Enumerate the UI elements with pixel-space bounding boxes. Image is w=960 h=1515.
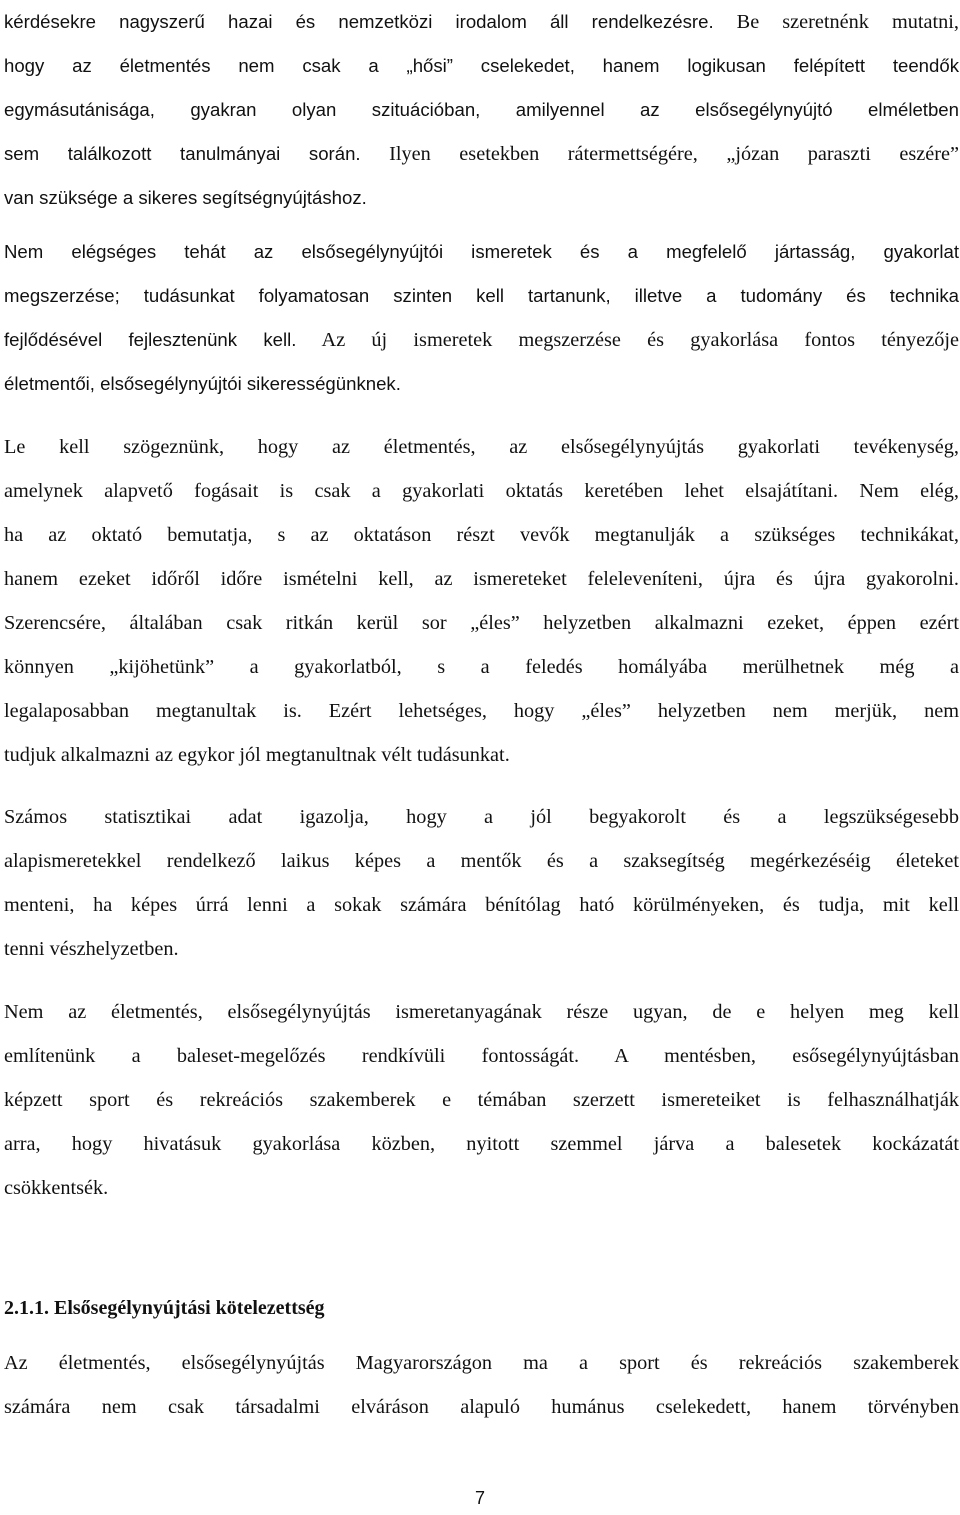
paragraph-line: számára nem csak társadalmi elváráson alapuló humánus cselekedett, hanem törvényben [4,1396,959,1418]
paragraph-line: amelynek alapvető fogásait is csak a gyakorlati oktatás keretében lehet elsajátítani. Nem elég, [4,480,959,502]
paragraph-line: ha az oktató bemutatja, s az oktatáson részt vevők megtanulják a szükséges technikákat, [4,524,959,546]
paragraph-line [4,318,959,362]
paragraph-line: csökkentsék. [4,1177,109,1199]
paragraph-line: Az életmentés, elsősegélynyújtás Magyarországon ma a sport és rekreációs szakemberek [4,1352,959,1374]
paragraph-line: hanem ezeket időről időre ismételni kell, az ismereteket feleleveníteni, újra és újra gyakorolni. [4,568,959,590]
paragraph-line: tenni vészhelyzetben. [4,938,179,960]
paragraph-line: említenünk a baleset-megelőzés rendkívüli fontosságát. A mentésben, esősegélynyújtásban [4,1045,959,1067]
paragraph-line: életmentői, elsősegélynyújtói sikerességünknek. [4,373,401,394]
paragraph-line: megszerzése; tudásunkat folyamatosan szinten kell tartanunk, illetve a tudomány és technika [4,285,959,306]
section-heading: 2.1.1. Elsősegélynyújtási kötelezettség [4,1297,325,1319]
paragraph-1 [4,0,959,220]
paragraph-line: tudjuk alkalmazni az egykor jól megtanultnak vélt tudásunkat. [4,744,510,766]
text-run: fejlődésével fejlesztenünk kell. [4,329,297,350]
paragraph-line: Nem elégséges tehát az elsősegélynyújtói ismeretek és a megfelelő jártasság, gyakorlat [4,241,959,262]
text-run: sem találkozott tanulmányai során. [4,143,361,164]
text-run: kérdésekre nagyszerű hazai és nemzetközi irodalom áll rendelkezésre. [4,11,714,32]
paragraph-line: Le kell szögeznünk, hogy az életmentés, az elsősegélynyújtás gyakorlati tevékenység, [4,436,959,458]
paragraph-line: Számos statisztikai adat igazolja, hogy a jól begyakorolt és a legszükségesebb [4,806,959,828]
paragraph-line [4,132,959,176]
paragraph-3 [4,425,959,777]
paragraph-line: arra, hogy hivatásuk gyakorlása közben, nyitott szemmel járva a balesetek kockázatát [4,1133,959,1155]
text-run: Ilyen esetekben rátermettségére, „józan paraszti eszére” [360,143,959,165]
paragraph-line: legalaposabban megtanultak is. Ezért lehetséges, hogy „éles” helyzetben nem merjük, nem [4,700,959,722]
paragraph-line: alapismeretekkel rendelkező laikus képes a mentők és a szaksegítség megérkezéséig életeket [4,850,959,872]
paragraph-line: hogy az életmentés nem csak a „hősi” cselekedet, hanem logikusan felépített teendők [4,55,959,76]
paragraph-line [4,0,959,44]
paragraph-line: Nem az életmentés, elsősegélynyújtás ismeretanyagának része ugyan, de e helyen meg kell [4,1001,959,1023]
paragraph-6 [4,1341,959,1429]
text-run: Az új ismeretek megszerzése és gyakorlása fontos tényezője [296,329,959,351]
paragraph-line: egymásutánisága, gyakran olyan szituációban, amilyennel az elsősegélynyújtó elméletben [4,99,959,120]
paragraph-line: képzett sport és rekreációs szakemberek e témában szerzett ismereteiket is felhasználhatják [4,1089,959,1111]
paragraph-line: Szerencsére, általában csak ritkán kerül sor „éles” helyzetben alkalmazni ezeket, éppen ezért [4,612,959,634]
paragraph-4 [4,795,959,971]
paragraph-line: könnyen „kijöhetünk” a gyakorlatból, s a feledés homályába merülhetnek még a [4,656,959,678]
paragraph-line: menteni, ha képes úrrá lenni a sokak számára bénítólag ható körülményeken, és tudja, mit kell [4,894,959,916]
text-run: Be szeretnénk mutatni, [713,11,959,33]
page-number: 7 [474,1488,485,1508]
paragraph-line: van szüksége a sikeres segítségnyújtáshoz. [4,187,367,208]
paragraph-2 [4,230,959,406]
paragraph-5 [4,990,959,1210]
